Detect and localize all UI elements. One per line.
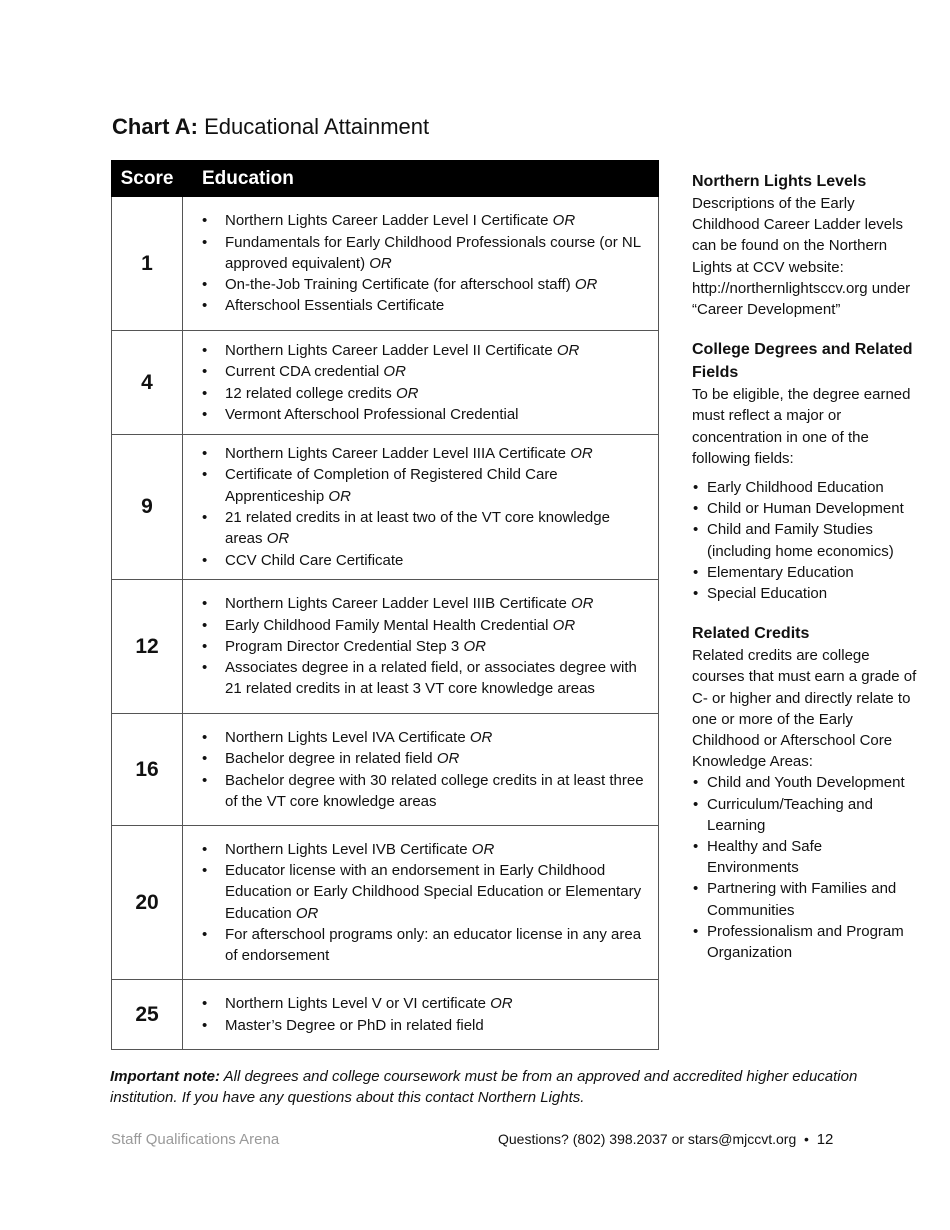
or-conjunction: OR [471,840,495,858]
education-item-text: Bachelor degree in related field [225,750,437,768]
table-body [112,197,659,1050]
page-number: 12 [816,1131,834,1148]
footer-contact-text: Questions? (802) 398.2037 or stars@mjccvt.org [498,1131,797,1147]
degrees-section [692,338,917,604]
or-conjunction: OR [295,904,319,922]
or-conjunction: OR [571,595,594,613]
sidebar [692,170,917,981]
or-conjunction: OR [574,276,598,294]
chart-title-label: Chart A: [112,114,198,139]
table-row [112,714,659,826]
score-cell: 9 [112,435,183,580]
education-item-text: Northern Lights Level V or VI certificate [225,995,491,1013]
degrees-body: To be eligible, the degree earned must reflect a major or concentration in one of the following fields: [692,386,911,467]
degrees-list [692,477,917,604]
or-conjunction: OR [469,728,493,746]
knowledge-area-item: • Curriculum/Teaching and Learning [692,794,917,836]
education-item-text: Early Childhood Family Mental Health Credential [225,616,553,634]
or-conjunction: OR [328,487,351,505]
education-item-text: CCV Child Care Certificate [225,551,404,569]
education-item-text: Fundamentals for Early Childhood Professionals course (or NL approved equivalent) [225,233,641,272]
degree-field-item: • Special Education [692,583,917,604]
education-item-text: Northern Lights Career Ladder Level IIIB Certificate [225,595,572,613]
footer-contact [498,1131,833,1148]
levels-body: Descriptions of the Early Childhood Career Ladder levels can be found on the Northern Lights at CCV website: http://northernlightsccv.org under “Career Development” [692,195,911,319]
education-list [201,839,648,967]
or-conjunction: OR [369,254,392,272]
education-item-text: Associates degree in a related field, or associates degree with 21 related credits in at least 3 VT core knowledge areas [225,659,637,698]
knowledge-area-item: • Healthy and Safe Environments [692,836,917,878]
credits-body: Related credits are college courses that must earn a grade of C- or higher and directly relate to one or more of the Early Childhood or Afterschool Core Knowledge Areas: [692,647,917,771]
credits-section [692,622,917,963]
education-cell [183,580,659,714]
or-conjunction: OR [552,616,576,634]
education-item [201,383,648,404]
education-cell [183,714,659,826]
score-cell: 1 [112,197,183,331]
education-item [201,748,648,769]
education-item [201,615,648,636]
education-item [201,274,648,295]
or-conjunction: OR [383,363,406,381]
credits-heading: Related Credits [692,625,810,643]
education-item [201,464,648,507]
score-cell: 25 [112,980,183,1050]
education-item-text: Certificate of Completion of Registered Child Care Apprenticeship [225,466,558,505]
degree-field-item: • Early Childhood Education [692,477,917,498]
note-label: Important note: [110,1068,220,1085]
table-row [112,580,659,714]
or-conjunction: OR [490,995,513,1013]
education-cell [183,826,659,980]
education-item [201,443,648,464]
education-item [201,232,648,275]
education-item [201,550,648,571]
education-item [201,839,648,860]
degree-field-item: • Elementary Education [692,562,917,583]
education-item [201,636,648,657]
important-note [110,1066,910,1108]
or-conjunction: OR [463,637,486,655]
or-conjunction: OR [266,530,290,548]
levels-heading: Northern Lights Levels [692,173,867,190]
education-cell [183,197,659,331]
table-row [112,331,659,435]
education-item-text: Northern Lights Career Ladder Level IIIA Certificate [225,445,571,463]
education-item [201,340,648,361]
education-item [201,210,648,231]
education-cell [183,980,659,1050]
education-item [201,404,648,425]
chart-title [112,112,429,142]
education-list [201,443,648,571]
chart-title-text: Educational Attainment [197,114,430,139]
education-column-header: Education [183,161,659,197]
or-conjunction: OR [556,341,580,359]
education-cell [183,331,659,435]
degree-field-item: • Child and Family Studies (including home economics) [692,519,917,561]
education-item-text: Northern Lights Level IVB Certificate [225,840,472,858]
score-cell: 20 [112,826,183,980]
education-item-text: Educator license with an endorsement in Early Childhood Education or Early Childhood Special Education or Elementary Education [225,861,642,922]
score-cell: 16 [112,714,183,826]
education-item-text: Northern Lights Level IVA Certificate [225,728,470,746]
education-item-text: For afterschool programs only: an educator license in any area of endorsement [225,925,642,965]
table-header-row [112,161,659,197]
knowledge-area-item: • Child and Youth Development [692,772,917,793]
education-item [201,361,648,382]
table-row [112,826,659,980]
education-item-text: Afterschool Essentials Certificate [225,297,445,315]
education-item-text: Vermont Afterschool Professional Credential [225,405,519,423]
education-item [201,770,648,813]
education-list [201,727,648,812]
or-conjunction: OR [570,445,593,463]
education-item [201,1015,648,1036]
knowledge-area-item: • Partnering with Families and Communities [692,878,917,920]
or-conjunction: OR [552,212,576,230]
education-item [201,657,648,700]
degrees-heading: College Degrees and Related Fields [692,341,913,382]
knowledge-area-item: • Professionalism and Program Organization [692,921,917,963]
footer-section-title: Staff Qualifications Arena [111,1131,280,1148]
credits-list [692,772,917,963]
education-item-text: Program Director Credential Step 3 [225,637,464,655]
or-conjunction: OR [395,384,419,402]
education-item-text: Current CDA credential [225,363,384,381]
education-item-text: Master’s Degree or PhD in related field [225,1016,484,1034]
table-row [112,980,659,1050]
education-item [201,295,648,316]
education-cell [183,435,659,580]
score-column-header: Score [112,161,183,197]
education-item-text: Bachelor degree with 30 related college credits in at least three of the VT core knowledge areas [225,771,644,810]
education-item [201,860,648,924]
education-list [201,210,648,316]
education-item [201,507,648,550]
table-row [112,435,659,580]
score-cell: 12 [112,580,183,714]
levels-section [692,170,917,320]
education-table [111,160,659,1050]
education-item-text: On-the-Job Training Certificate (for afterschool staff) [225,276,575,294]
education-item-text: 12 related college credits [225,384,396,402]
note-text: All degrees and college coursework must be from an approved and accredited higher education institution. If you have any questions about this contact Northern Lights. [110,1068,858,1106]
education-item [201,993,648,1014]
education-item-text: Northern Lights Career Ladder Level I Certificate [225,212,553,230]
education-item [201,727,648,748]
table-row [112,197,659,331]
education-item [201,593,648,614]
education-item-text: Northern Lights Career Ladder Level II Certificate [225,341,557,359]
education-item [201,924,648,967]
education-list [201,993,648,1036]
education-list [201,340,648,425]
degree-field-item: • Child or Human Development [692,498,917,519]
education-list [201,593,648,699]
education-item-text: 21 related credits in at least two of the VT core knowledge areas [225,509,610,548]
footer-separator: • [804,1131,809,1147]
score-cell: 4 [112,331,183,435]
or-conjunction: OR [436,750,460,768]
